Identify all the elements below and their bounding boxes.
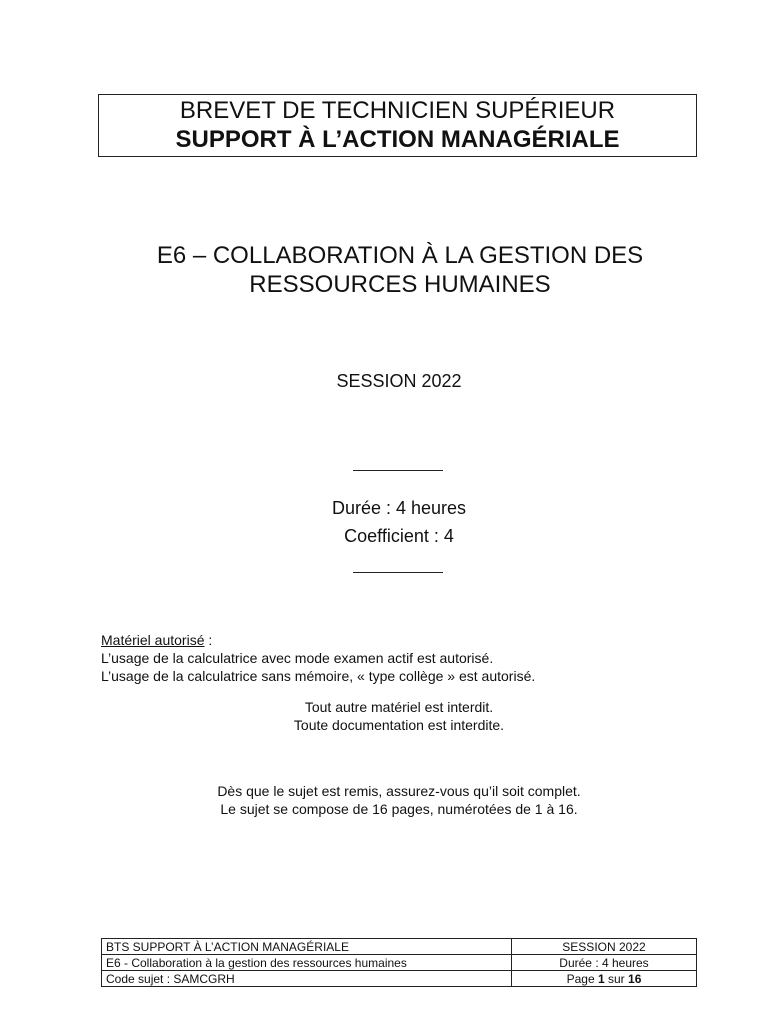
coefficient-label: Coefficient : 4	[344, 526, 454, 546]
footer-cell-page	[512, 971, 697, 987]
materials-heading	[101, 631, 535, 649]
materials-line1: L’usage de la calculatrice avec mode examen actif est autorisé.	[101, 650, 494, 666]
specialty-title: SUPPORT À L’ACTION MANAGÉRIALE	[175, 126, 620, 153]
page-mid: sur	[604, 971, 629, 986]
restriction-line1: Tout autre matériel est interdit.	[304, 699, 494, 715]
footer-cell-exam: E6 - Collaboration à la gestion des ressources humaines	[102, 955, 512, 971]
footer-table	[101, 938, 697, 987]
restriction-line2: Toute documentation est interdite.	[293, 717, 505, 733]
footer-cell-duration: Durée : 4 heures	[512, 955, 697, 971]
footer-cell-session: SESSION 2022	[512, 939, 697, 955]
exam-title-line1: E6 – COLLABORATION À LA GESTION DES	[156, 242, 644, 269]
instruction-line1: Dès que le sujet est remis, assurez-vous qu’il soit complet.	[217, 783, 581, 799]
footer-cell-code: Code sujet : SAMCGRH	[102, 971, 512, 987]
footer-row	[102, 971, 697, 987]
page-total: 16	[628, 971, 642, 986]
exam-title	[80, 241, 720, 299]
footer-cell-program: BTS SUPPORT À L’ACTION MANAGÉRIALE	[102, 939, 512, 955]
duration-label: Durée : 4 heures	[331, 498, 467, 518]
divider-bottom	[353, 572, 443, 573]
diploma-header-box	[98, 94, 697, 157]
materials-label-suffix: :	[204, 632, 213, 648]
footer-row	[102, 939, 697, 955]
footer-row	[102, 955, 697, 971]
session-label: SESSION 2022	[336, 371, 462, 391]
diploma-title: BREVET DE TECHNICIEN SUPÉRIEUR	[179, 97, 616, 124]
authorized-materials	[101, 631, 535, 685]
instructions	[0, 782, 770, 818]
page-prefix: Page	[566, 971, 598, 986]
instruction-line2: Le sujet se compose de 16 pages, numérotées de 1 à 16.	[220, 801, 578, 817]
restrictions	[0, 698, 770, 734]
exam-title-line2: RESSOURCES HUMAINES	[249, 271, 551, 298]
materials-label: Matériel autorisé	[101, 632, 205, 648]
page-current: 1	[597, 971, 605, 986]
materials-line2: L’usage de la calculatrice sans mémoire, « type collège » est autorisé.	[101, 668, 536, 684]
divider-top	[353, 470, 443, 471]
